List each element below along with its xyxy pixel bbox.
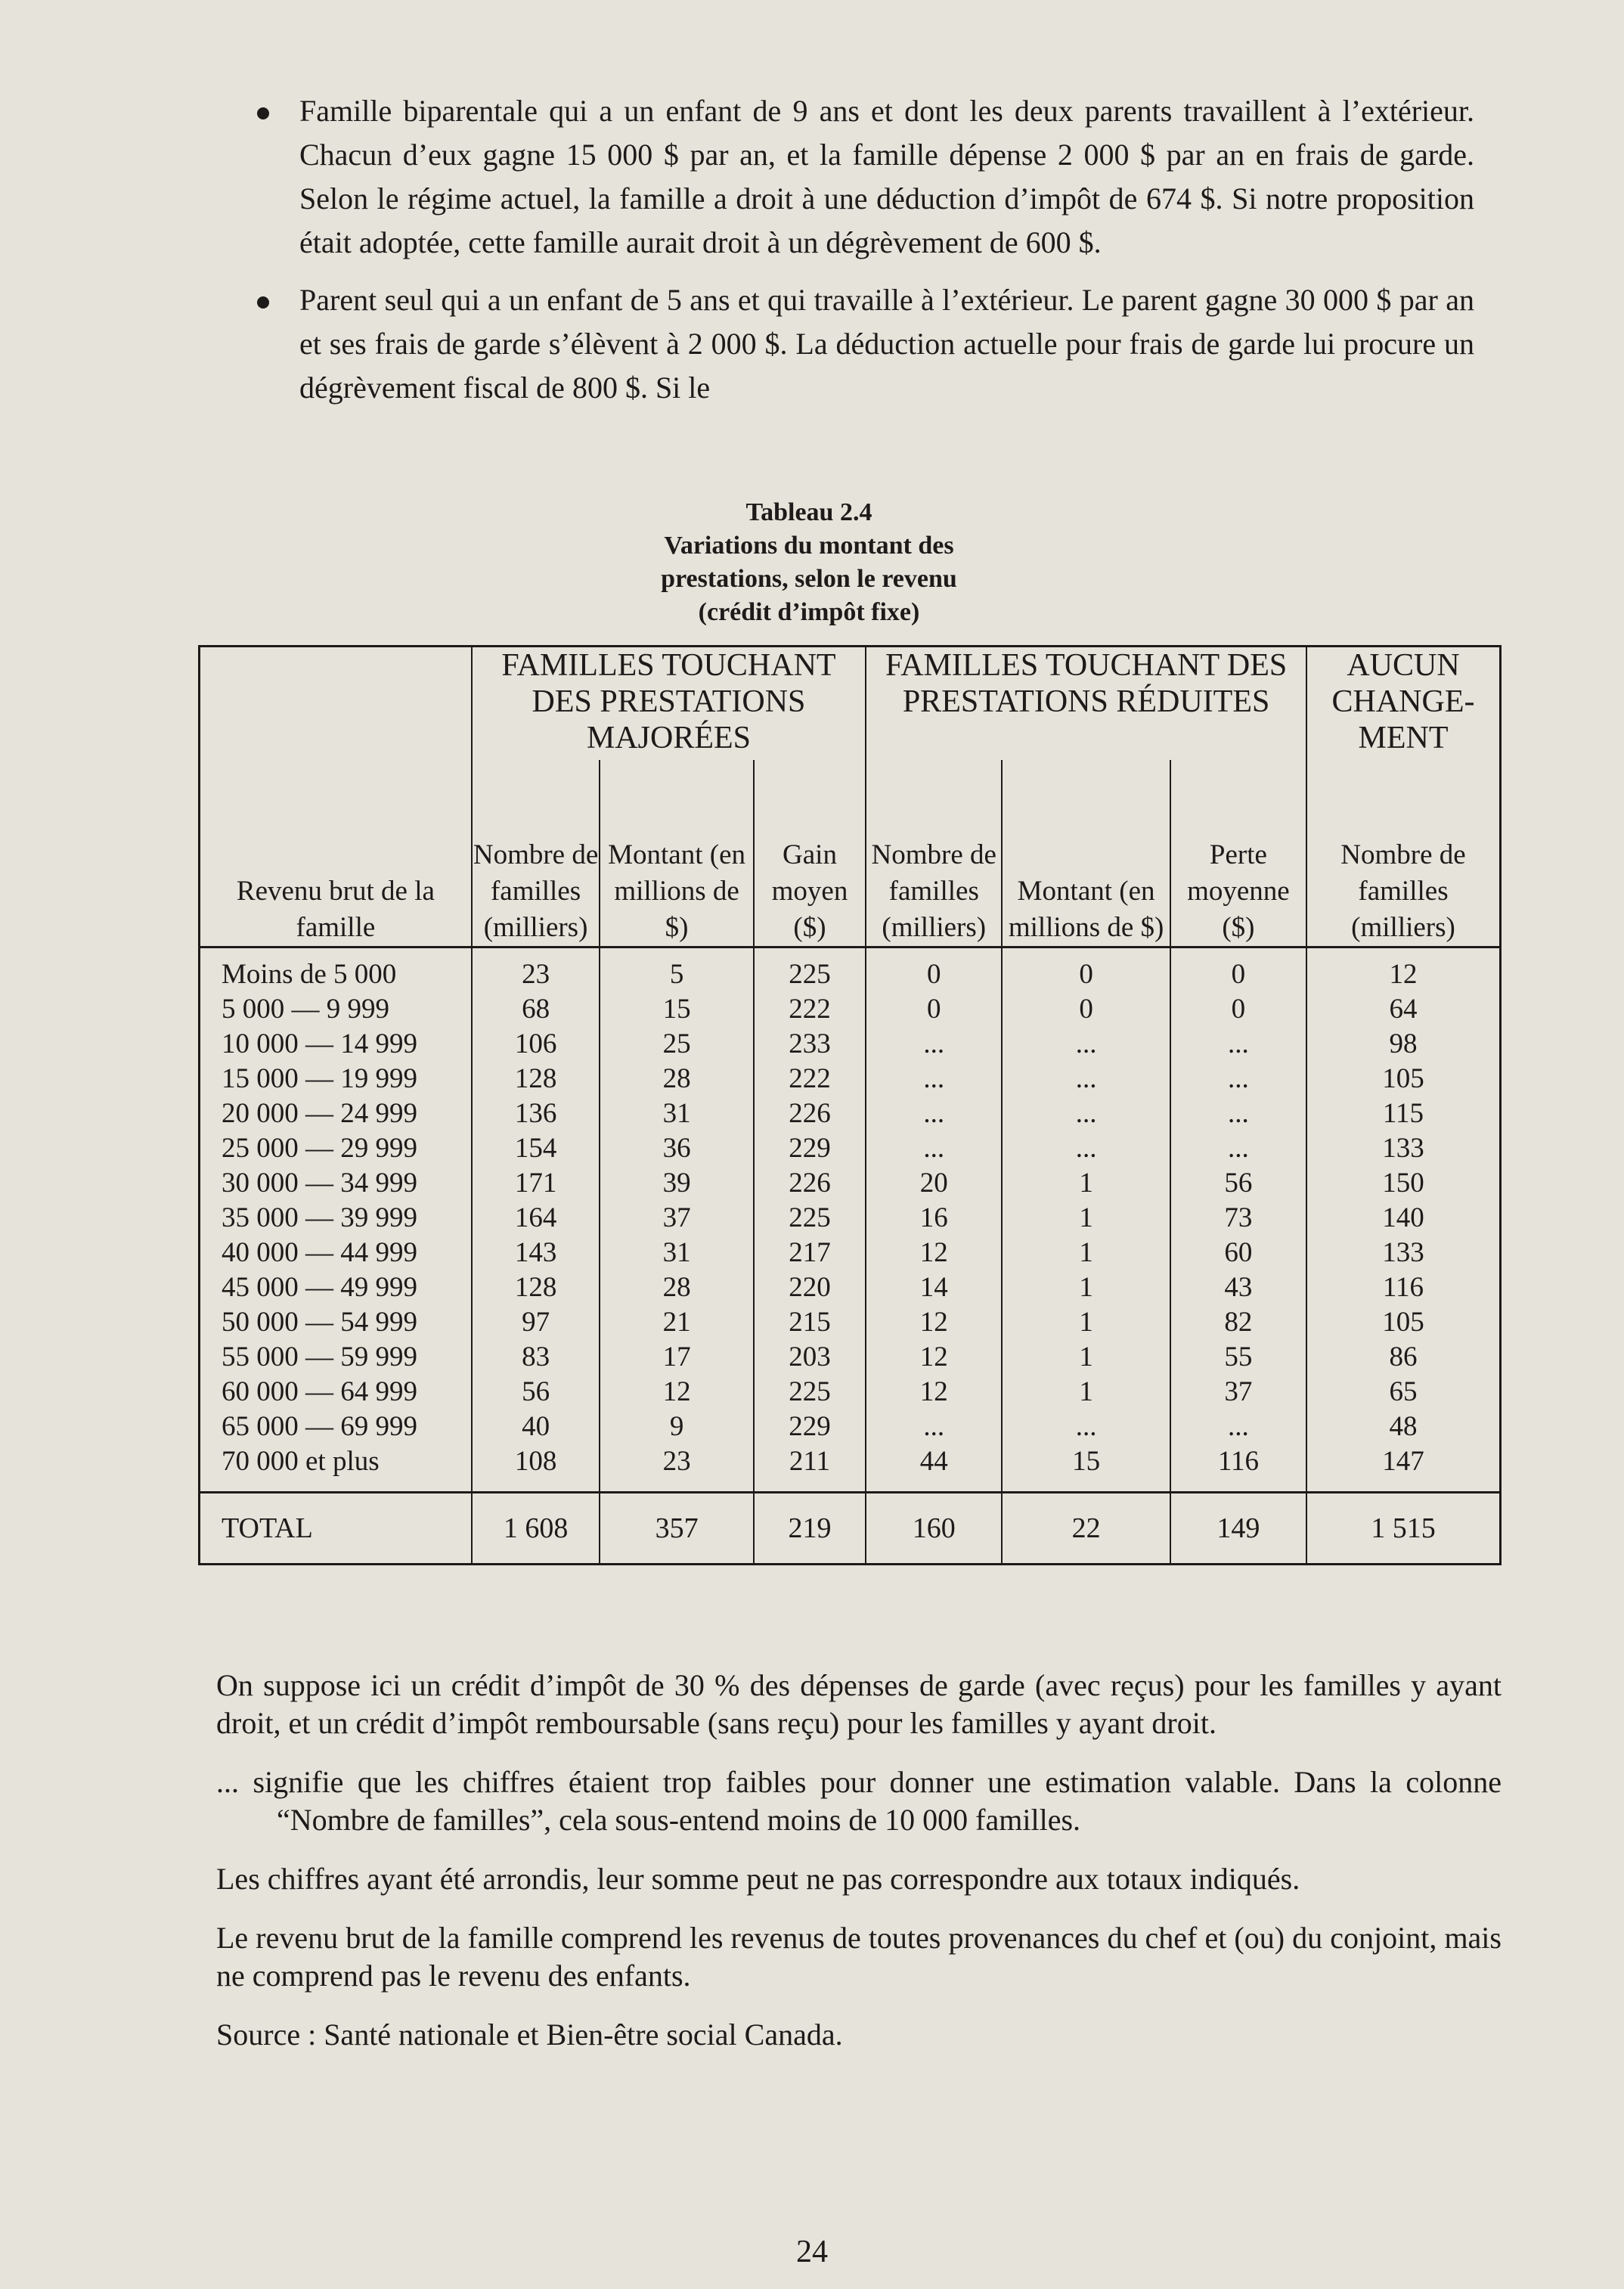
table-cell: 222: [754, 1062, 866, 1096]
table-cell: 28: [600, 1062, 753, 1096]
table-cell: 147: [1306, 1444, 1501, 1493]
table-cell: ...: [1002, 1410, 1170, 1444]
table-cell: 225: [754, 957, 866, 992]
note-paragraph: ... signifie que les chiffres étaient trop faibles pour donner une estimation valable. Dans la colonne “Nombre de familles”, cela sous-entend moins de 10 000 familles.: [216, 1765, 1502, 1837]
income-bracket: 15 000 — 19 999: [200, 1062, 472, 1096]
table-cell: 43: [1170, 1270, 1306, 1305]
table-cell: 1: [1002, 1236, 1170, 1270]
table-cell: 133: [1306, 1236, 1501, 1270]
table-cell: 211: [754, 1444, 866, 1493]
table-cell: 1: [1002, 1375, 1170, 1410]
table-cell: 116: [1306, 1270, 1501, 1305]
table-cell: 105: [1306, 1062, 1501, 1096]
column-header: Gain moyen ($): [754, 760, 866, 948]
table-cell: 14: [866, 1270, 1002, 1305]
table-cell: 1: [1002, 1340, 1170, 1375]
table-title-line: prestations, selon le revenu: [661, 565, 957, 593]
table-cell: 128: [472, 1270, 600, 1305]
income-bracket: 60 000 — 64 999: [200, 1375, 472, 1410]
table-cell: 171: [472, 1166, 600, 1201]
bullet-list: [257, 89, 1474, 423]
table-cell: 31: [600, 1096, 753, 1131]
income-bracket: 20 000 — 24 999: [200, 1096, 472, 1131]
note-paragraph: Le revenu brut de la famille comprend les revenus de toutes provenances du chef et (ou) du conjoint, mais ne comprend pas le revenu des enfants.: [216, 1921, 1502, 1993]
table-cell: 0: [1170, 957, 1306, 992]
table-cell: 136: [472, 1096, 600, 1131]
table-number: Tableau 2.4: [745, 498, 872, 526]
table-cell: 115: [1306, 1096, 1501, 1131]
table-cell: 37: [600, 1201, 753, 1236]
bullet-text: Parent seul qui a un enfant de 5 ans et qui travaille à l’extérieur. Le parent gagne 30 000 $ par an et ses frais de garde s’élèvent à 2 000 $. La déduction actuelle pour frais de garde lui procure un dégrèvement fiscal de 800 $. Si le: [299, 283, 1474, 405]
table-cell: ...: [1170, 1096, 1306, 1131]
table-cell: 12: [866, 1340, 1002, 1375]
table-cell: 203: [754, 1340, 866, 1375]
benefits-table: [198, 645, 1502, 1565]
table-row: [200, 957, 1501, 992]
column-header: Revenu brut de la famille: [200, 760, 472, 948]
table-cell: 12: [1306, 957, 1501, 992]
group-header-increased: FAMILLES TOUCHANT DES PRESTATIONS MAJORÉES: [472, 647, 866, 760]
total-cell: 219: [754, 1493, 866, 1565]
table-cell: 64: [1306, 992, 1501, 1027]
table-row: [200, 1166, 1501, 1201]
table-cell: 1: [1002, 1166, 1170, 1201]
table-cell: 28: [600, 1270, 753, 1305]
total-cell: 357: [600, 1493, 753, 1565]
income-bracket: 5 000 — 9 999: [200, 992, 472, 1027]
table-cell: 229: [754, 1410, 866, 1444]
group-header-blank: [200, 647, 472, 760]
income-bracket: 50 000 — 54 999: [200, 1305, 472, 1340]
table-cell: 37: [1170, 1375, 1306, 1410]
table-row: [200, 1096, 1501, 1131]
bullet-item: [257, 89, 1474, 265]
table-cell: 229: [754, 1131, 866, 1166]
table-row: [200, 1201, 1501, 1236]
table-cell: ...: [866, 1096, 1002, 1131]
income-bracket: 45 000 — 49 999: [200, 1270, 472, 1305]
table-row: [200, 1270, 1501, 1305]
table-row: [200, 1375, 1501, 1410]
note-paragraph: On suppose ici un crédit d’impôt de 30 % des dépenses de garde (avec reçus) pour les familles y ayant droit, et un crédit d’impôt remboursable (sans reçu) pour les familles y ayant droit.: [216, 1668, 1502, 1740]
table-cell: 128: [472, 1062, 600, 1096]
table-cell: 97: [472, 1305, 600, 1340]
table-cell: 12: [866, 1375, 1002, 1410]
table-cell: 106: [472, 1027, 600, 1062]
table-cell: 154: [472, 1131, 600, 1166]
table-cell: 105: [1306, 1305, 1501, 1340]
column-header: Montant (en millions de $): [600, 760, 753, 948]
table-cell: 143: [472, 1236, 600, 1270]
table-cell: 226: [754, 1096, 866, 1131]
table-cell: 56: [472, 1375, 600, 1410]
table-cell: 0: [1002, 992, 1170, 1027]
table-cell: ...: [1170, 1062, 1306, 1096]
table-row: [200, 1062, 1501, 1096]
total-cell: 160: [866, 1493, 1002, 1565]
table-cell: 36: [600, 1131, 753, 1166]
note-paragraph: Les chiffres ayant été arrondis, leur somme peut ne pas correspondre aux totaux indiqués.: [216, 1862, 1300, 1896]
table-cell: ...: [866, 1027, 1002, 1062]
income-bracket: 70 000 et plus: [200, 1444, 472, 1493]
income-bracket: 55 000 — 59 999: [200, 1340, 472, 1375]
income-bracket: 65 000 — 69 999: [200, 1410, 472, 1444]
table-cell: 5: [600, 957, 753, 992]
table-title-line: Variations du montant des: [664, 532, 954, 560]
table-row: [200, 1027, 1501, 1062]
table-cell: 225: [754, 1375, 866, 1410]
table-cell: 222: [754, 992, 866, 1027]
table-cell: 40: [472, 1410, 600, 1444]
table-cell: 15: [1002, 1444, 1170, 1493]
income-bracket: 40 000 — 44 999: [200, 1236, 472, 1270]
table-cell: 220: [754, 1270, 866, 1305]
table-cell: 1: [1002, 1270, 1170, 1305]
table-cell: 0: [1170, 992, 1306, 1027]
table-cell: 1: [1002, 1201, 1170, 1236]
table-cell: 12: [600, 1375, 753, 1410]
income-bracket: 30 000 — 34 999: [200, 1166, 472, 1201]
table-cell: 65: [1306, 1375, 1501, 1410]
table-title-line: (crédit d’impôt fixe): [698, 598, 920, 626]
bullet-item: [257, 278, 1474, 410]
table-cell: 25: [600, 1027, 753, 1062]
total-label: TOTAL: [200, 1493, 472, 1565]
table-row: [200, 992, 1501, 1027]
table-cell: 60: [1170, 1236, 1306, 1270]
table-cell: 150: [1306, 1166, 1501, 1201]
table-cell: 73: [1170, 1201, 1306, 1236]
table-row: [200, 1444, 1501, 1493]
table-cell: 31: [600, 1236, 753, 1270]
table-cell: 44: [866, 1444, 1002, 1493]
table-cell: ...: [1002, 1062, 1170, 1096]
table-cell: 48: [1306, 1410, 1501, 1444]
income-bracket: 35 000 — 39 999: [200, 1201, 472, 1236]
table-cell: 164: [472, 1201, 600, 1236]
table-body: [200, 957, 1501, 1493]
table-row: [200, 1305, 1501, 1340]
table-cell: ...: [866, 1410, 1002, 1444]
bullet-text: Famille biparentale qui a un enfant de 9 ans et dont les deux parents travaillent à l’extérieur. Chacun d’eux gagne 15 000 $ par an, et la famille dépense 2 000 $ par an en frais de garde. Selon le régime actuel, la famille a droit à une déduction d’impôt de 674 $. Si notre proposition était adoptée, cette famille aurait droit à un dégrèvement de 600 $.: [299, 94, 1474, 259]
table-cell: 82: [1170, 1305, 1306, 1340]
column-header: Nombre de familles (milliers): [472, 760, 600, 948]
total-cell: 1 608: [472, 1493, 600, 1565]
group-header-reduced: FAMILLES TOUCHANT DES PRESTATIONS RÉDUITES: [866, 647, 1306, 760]
table-cell: 0: [1002, 957, 1170, 992]
table-cell: 17: [600, 1340, 753, 1375]
income-bracket: 25 000 — 29 999: [200, 1131, 472, 1166]
total-row: [200, 1493, 1501, 1565]
total-cell: 22: [1002, 1493, 1170, 1565]
table-cell: ...: [1002, 1131, 1170, 1166]
bullet-dot-icon: [257, 296, 269, 309]
table-cell: 23: [600, 1444, 753, 1493]
table-cell: 133: [1306, 1131, 1501, 1166]
total-cell: 149: [1170, 1493, 1306, 1565]
table-cell: ...: [1002, 1027, 1170, 1062]
table-cell: 0: [866, 992, 1002, 1027]
table-cell: 12: [866, 1236, 1002, 1270]
income-bracket: 10 000 — 14 999: [200, 1027, 472, 1062]
table-cell: 225: [754, 1201, 866, 1236]
table-row: [200, 1236, 1501, 1270]
table-cell: 0: [866, 957, 1002, 992]
table-cell: 16: [866, 1201, 1002, 1236]
table-cell: 68: [472, 992, 600, 1027]
table-cell: 215: [754, 1305, 866, 1340]
table-cell: 217: [754, 1236, 866, 1270]
total-cell: 1 515: [1306, 1493, 1501, 1565]
table-cell: 116: [1170, 1444, 1306, 1493]
table-row: [200, 1131, 1501, 1166]
table-cell: 12: [866, 1305, 1002, 1340]
table-cell: 1: [1002, 1305, 1170, 1340]
table-cell: 9: [600, 1410, 753, 1444]
table-cell: ...: [1170, 1027, 1306, 1062]
table-cell: 83: [472, 1340, 600, 1375]
page-number: 24: [796, 2235, 828, 2269]
table-cell: ...: [1002, 1096, 1170, 1131]
table-cell: ...: [866, 1062, 1002, 1096]
table-cell: 21: [600, 1305, 753, 1340]
table-cell: 39: [600, 1166, 753, 1201]
table-cell: 98: [1306, 1027, 1501, 1062]
table-cell: 55: [1170, 1340, 1306, 1375]
table-cell: 15: [600, 992, 753, 1027]
table-cell: 140: [1306, 1201, 1501, 1236]
table-title: [575, 496, 1043, 629]
source-line: Source : Santé nationale et Bien-être social Canada.: [216, 2018, 843, 2052]
table-cell: ...: [1170, 1131, 1306, 1166]
table-row: [200, 1410, 1501, 1444]
table-cell: 108: [472, 1444, 600, 1493]
column-header: Nombre de familles (milliers): [1306, 760, 1501, 948]
table-notes: [216, 1667, 1502, 2075]
column-header: Montant (en millions de $): [1002, 760, 1170, 948]
table-cell: 233: [754, 1027, 866, 1062]
bullet-dot-icon: [257, 107, 269, 119]
table-cell: 86: [1306, 1340, 1501, 1375]
column-header: Perte moyenne ($): [1170, 760, 1306, 948]
income-bracket: Moins de 5 000: [200, 957, 472, 992]
table-row: [200, 1340, 1501, 1375]
table-cell: 56: [1170, 1166, 1306, 1201]
table-cell: 23: [472, 957, 600, 992]
table-cell: ...: [1170, 1410, 1306, 1444]
table-cell: ...: [866, 1131, 1002, 1166]
table-cell: 20: [866, 1166, 1002, 1201]
group-header-no-change: AUCUN CHANGE- MENT: [1306, 647, 1501, 760]
column-header: Nombre de familles (milliers): [866, 760, 1002, 948]
table-cell: 226: [754, 1166, 866, 1201]
